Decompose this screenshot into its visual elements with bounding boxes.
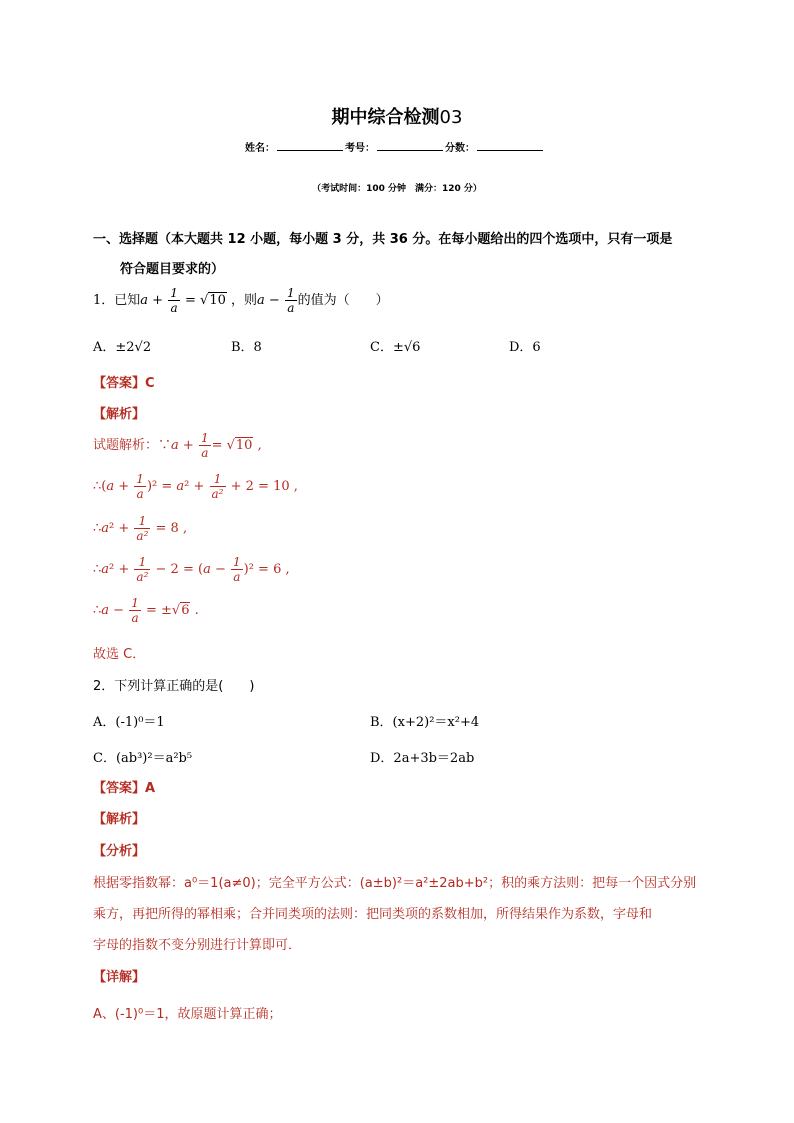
- score-label: 分数：: [445, 143, 475, 154]
- q1-solution-line-2: ∴(a + $\frac{1}{a}$ )² = a² + $\frac{1}{\text{a²}}$ + 2 = 10 ,: [93, 472, 298, 501]
- q1-analysis-label: 【解析】: [93, 407, 146, 422]
- q2-option-a: A．(-1)⁰＝1: [93, 715, 165, 730]
- q2-fenxi-label: 【分析】: [93, 844, 146, 859]
- q1-solution-line-4: ∴a² + $\frac{1}{\text{a²}}$ − 2 = (a − $\frac{1}{a}$ )² = 6 ,: [93, 555, 290, 584]
- q1-solution-line-3: ∴a² + $\frac{1}{\text{a²}}$ = 8 ,: [93, 514, 188, 543]
- q1-option-a: A．±2√2: [93, 340, 152, 355]
- q1-option-d: D．6: [509, 340, 541, 355]
- q1-solution-line-1: 试题解析：∵a + $\frac{1}{a}$ = √10 ,: [93, 431, 262, 460]
- q2-detail-label: 【详解】: [93, 970, 146, 985]
- q1-answer: 【答案】C: [93, 376, 155, 391]
- q1-suffix: 的值为（ ）: [297, 293, 389, 308]
- question-1-stem: 1．已知a + $\frac{1}{a}$ = √10 ，则a − $\frac{1}{a}$ 的值为（ ）: [93, 286, 389, 315]
- q2-fenxi-line-1: 根据零指数幂：a⁰＝1(a≠0)；完全平方公式：(a±b)²＝a²±2ab+b²；积的乘方法则：把每一个因式分别: [93, 876, 697, 891]
- section-heading-cont: 符合题目要求的）: [120, 262, 225, 277]
- title-text: 期中综合检测: [331, 107, 440, 128]
- q1-prefix: 1．已知: [93, 293, 141, 308]
- q2-fenxi-line-3: 字母的指数不变分别进行计算即可．: [93, 938, 302, 953]
- q1-conclusion: 故选 C．: [93, 647, 146, 662]
- score-blank: [477, 140, 543, 151]
- id-blank: [377, 140, 443, 151]
- question-2-stem: 2．下列计算正确的是( ): [93, 679, 255, 694]
- q2-option-d: D．2a+3b＝2ab: [370, 751, 475, 766]
- id-label: 考号：: [345, 143, 375, 154]
- q1-option-b: B．8: [231, 340, 262, 355]
- q2-option-c: C．(ab³)²＝a²b⁵: [93, 751, 193, 766]
- section-heading: 一、选择题（本大题共 12 小题，每小题 3 分，共 36 分。在每小题给出的四个选项中，只有一项是: [93, 232, 673, 247]
- fraction: $\frac{1}{a}$: [286, 286, 295, 315]
- q1-solution-prefix: 试题解析：∵: [93, 438, 172, 453]
- therefore-symbol: ∴: [93, 479, 102, 494]
- q2-option-b: B．(x+2)²＝x²+4: [370, 715, 480, 730]
- q2-detail-line-1: A、(-1)⁰＝1，故原题计算正确；: [93, 1007, 282, 1022]
- q2-analysis-label: 【解析】: [93, 812, 146, 827]
- fraction: $\frac{1}{a}$: [170, 286, 178, 315]
- q1-mid: ，则: [231, 293, 258, 308]
- name-label: 姓名：: [245, 143, 275, 154]
- q1-option-c: C．±√6: [370, 340, 421, 355]
- name-blank: [277, 140, 343, 151]
- title-number: 03: [439, 107, 463, 128]
- q1-solution-line-5: ∴a − $\frac{1}{a}$ = ±√6 .: [93, 596, 199, 625]
- student-info-line: [245, 139, 545, 154]
- page-title: [0, 103, 794, 129]
- exam-time-note: （考试时间：100 分钟 满分：120 分）: [312, 184, 482, 194]
- q2-fenxi-line-2: 乘方，再把所得的幂相乘；合并同类项的法则：把同类项的系数相加，所得结果作为系数，字母和: [93, 907, 653, 922]
- q2-answer: 【答案】A: [93, 781, 156, 796]
